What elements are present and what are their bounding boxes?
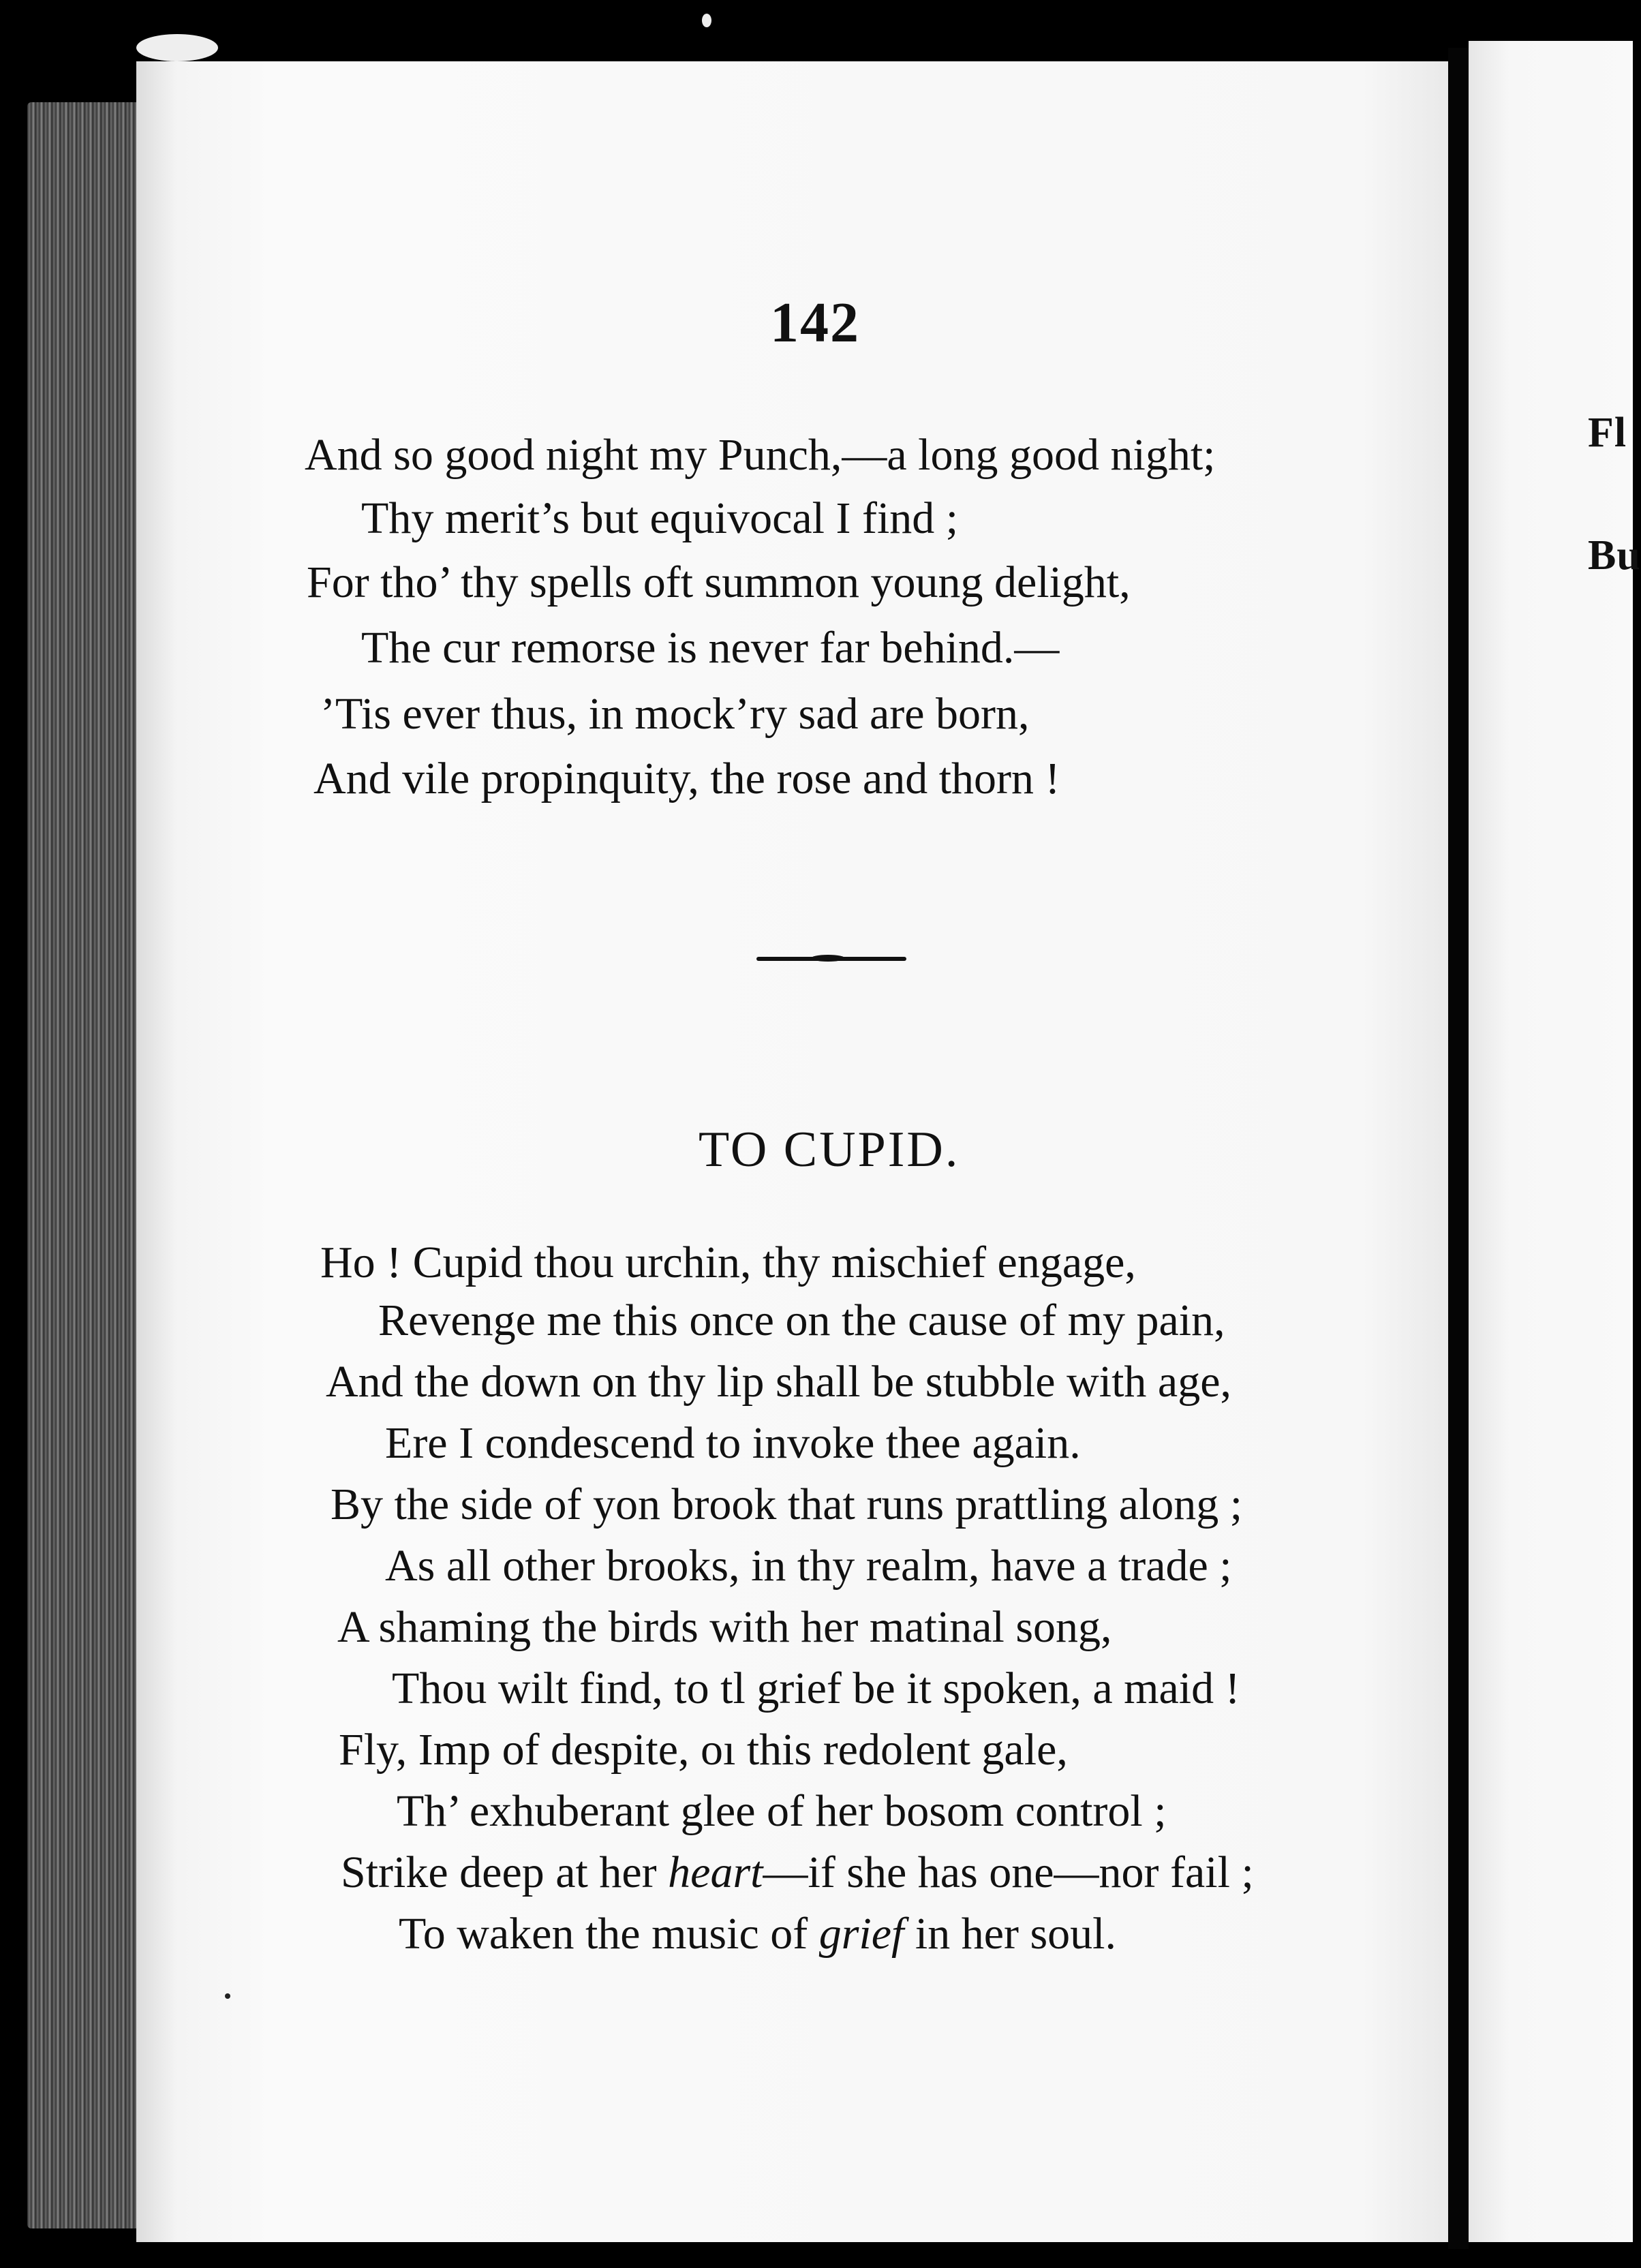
paper-fragment <box>702 14 711 27</box>
poem-line: Thy merit’s but equivocal I find ; <box>361 493 959 543</box>
poem-line: Revenge me this once on the cause of my pain, <box>378 1296 1225 1345</box>
page-number: 142 <box>770 291 860 354</box>
poem-line: The cur remorse is never far behind.— <box>361 623 1060 673</box>
poem-title: TO CUPID. <box>699 1122 960 1178</box>
poem-line: And vile propinquity, the rose and thorn ! <box>313 754 1060 803</box>
facing-page-fragment: Bu <box>1588 532 1641 579</box>
poem-line <box>341 1850 1254 1895</box>
poem-line-text: in her soul. <box>904 1909 1117 1959</box>
book-gutter <box>1448 48 1469 2249</box>
poem-line: By the side of yon brook that runs prattling along ; <box>331 1480 1243 1529</box>
poem-line <box>399 1909 1117 1959</box>
poem-line: As all other brooks, in thy realm, have a trade ; <box>385 1541 1232 1591</box>
poem-line-text: —if she has one—nor fail ; <box>763 1848 1254 1897</box>
poem-line: And so good night my Punch,—a long good night; <box>305 430 1216 480</box>
poem-line-text: To waken the music of <box>399 1909 819 1959</box>
poem-line: Fly, Imp of despite, oı this redolent gale, <box>339 1725 1068 1775</box>
poem-line: For tho’ thy spells oft summon young delight, <box>307 557 1131 607</box>
poem-line: Th’ exhuberant glee of her bosom control ; <box>397 1786 1167 1836</box>
facing-page-fragment: Fl <box>1588 410 1627 456</box>
book-page-edges <box>27 102 140 2228</box>
ink-mark <box>225 1993 230 1999</box>
poem-line-text: Strike deep at her <box>341 1848 669 1897</box>
poem-line: Ho ! Cupid thou urchin, thy mischief engage, <box>320 1238 1136 1287</box>
poem-line: ’Tis ever thus, in mock’ry sad are born, <box>320 689 1030 739</box>
poem-line: Thou wilt find, to tl grief be it spoken, a maid ! <box>392 1664 1240 1713</box>
poem-line: And the down on thy lip shall be stubble with age, <box>326 1357 1231 1407</box>
poem-line: A shaming the birds with her matinal song, <box>337 1602 1112 1652</box>
poem-line: Ere I condescend to invoke thee again. <box>385 1418 1081 1468</box>
emphasized-word: heart <box>668 1848 763 1897</box>
right-page <box>1469 41 1633 2242</box>
emphasized-word: grief <box>818 1909 904 1959</box>
section-divider <box>756 957 906 961</box>
paper-fragment <box>136 34 218 61</box>
